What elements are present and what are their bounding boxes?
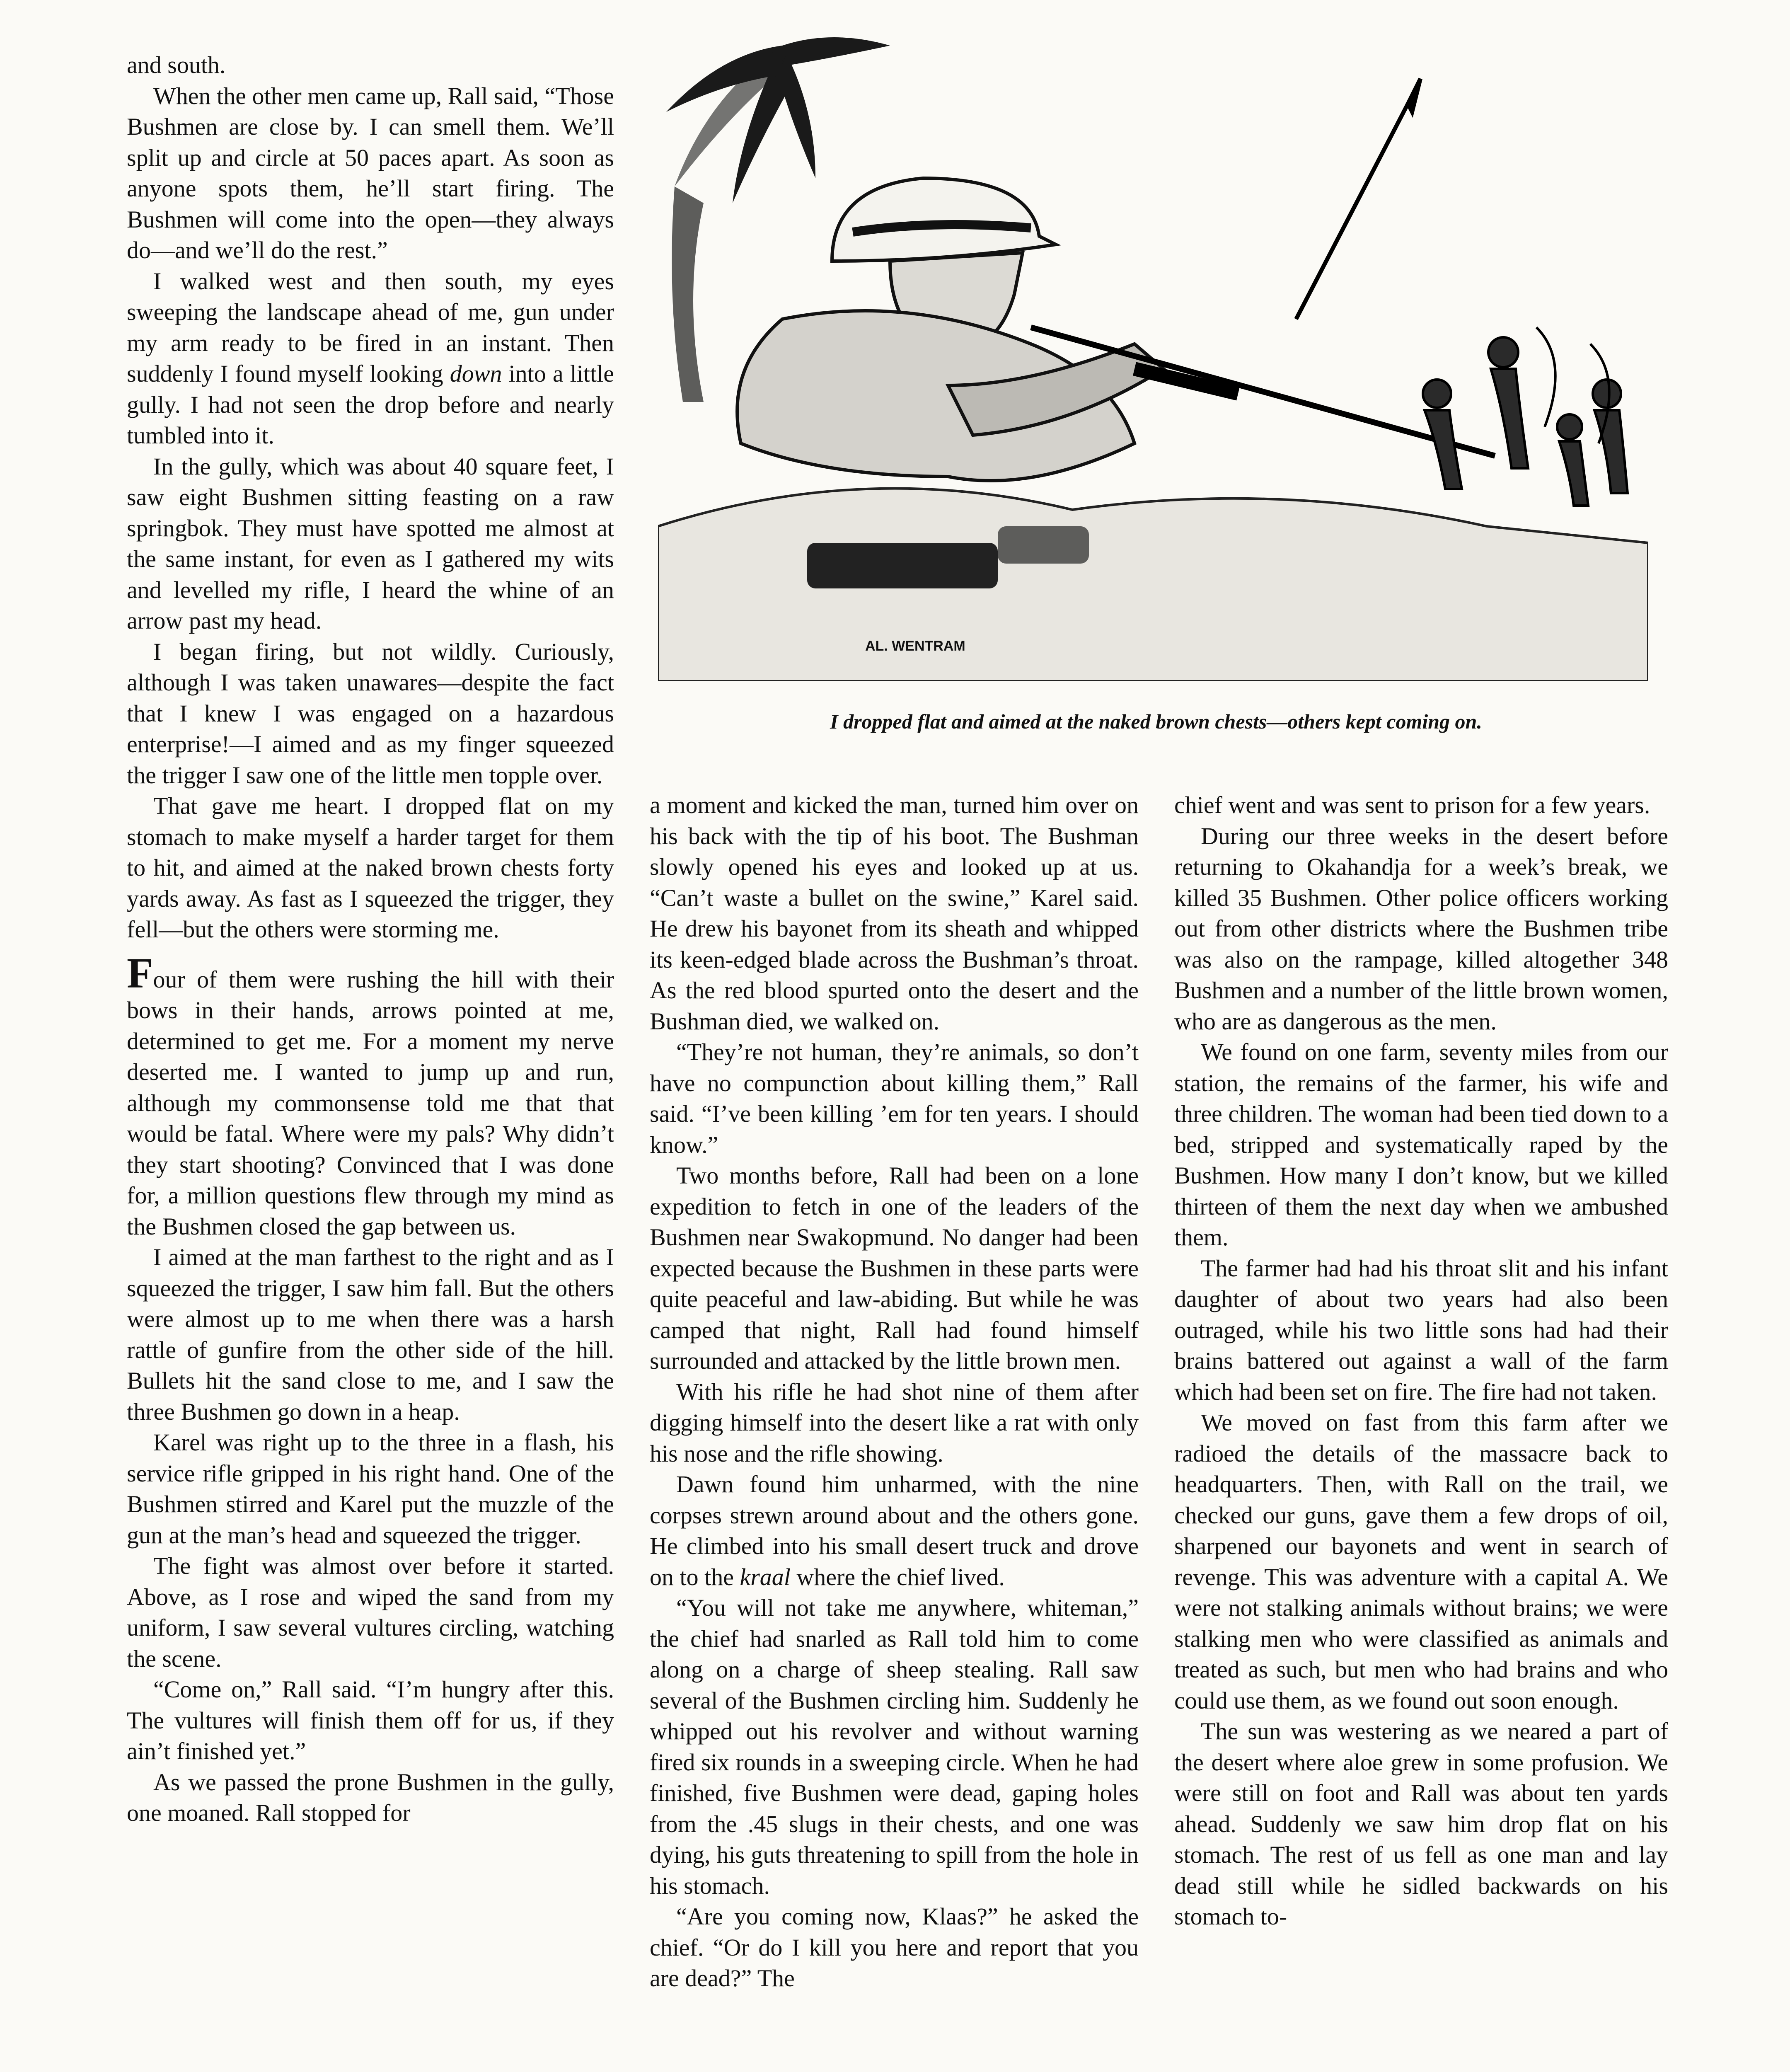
paragraph: When the other men came up, Rall said, “Those Bushmen are close by. I can smell them. We’ll split up and circle at 50 paces apart. As soon as anyone spots them, he’ll start firing. The Bushmen will come into the open—they always do—and we’ll do the rest.” bbox=[127, 82, 614, 264]
drop-cap: F bbox=[127, 949, 153, 997]
paragraph: That gave me heart. I dropped flat on my stomach to make myself a harder target for them to hit, and aimed at the naked brown chests forty yards away. As fast as I squeezed the trigger, they fell—but the others were storming me. bbox=[127, 792, 614, 943]
paragraph: “You will not take me anywhere, whiteman,” the chief had snarled as Rall told him to come along on a charge of sheep stealing. Rall saw several of the Bushmen circling him. Suddenly he whipped out his revolver and without warning fired six rounds in a sweeping circle. When he had finished, five Bushmen were dead, gaping holes from the .45 slugs in their chests, and one was dying, his guts threatening to spill from the hole in his stomach. bbox=[650, 1594, 1139, 1899]
paragraph: “They’re not human, they’re animals, so don’t have no compunction about killing them,” Rall said. “I’ve been killing ’em for ten years. I should know.” bbox=[650, 1038, 1139, 1158]
paragraph: I walked west and then south, my eyes sweeping the landscape ahead of me, gun under my arm ready to be fired in an instant. Then suddenly I found myself looking down into a little gully. I had not seen the drop before and nearly tumbled into it. bbox=[127, 267, 614, 449]
paragraph: Karel was right up to the three in a flash, his service rifle gripped in his right hand. One of the Bushmen stirred and Karel put the muzzle of the gun at the man’s head and squeezed the trigger. bbox=[127, 1429, 614, 1549]
illustration bbox=[658, 29, 1648, 681]
article-column-1 bbox=[127, 50, 614, 1829]
paragraph: Dawn found him unharmed, with the nine corpses strewn around about and the others gone. He climbed into his small desert truck and drove on to the kraal where the chief lived. bbox=[650, 1471, 1139, 1590]
paragraph: Four of them were rushing the hill with their bows in their hands, arrows pointed at me, determined to get me. For a moment my nerve deserted me. I wanted to jump up and run, although my commonsense told me that that would be fatal. Where were my pals? Why didn’t they start shooting? Convinced that I was done for, a million questions flew through my mind as the Bushmen closed the gap between us. bbox=[127, 949, 614, 1240]
paragraph: The sun was westering as we neared a part of the desert where aloe grew in some profusion. We were still on foot and Rall was about ten yards ahead. Suddenly we saw him drop flat on his stomach. The rest of us fell as one man and lay dead still while he sidled backwards on his stomach to- bbox=[1174, 1718, 1668, 1930]
paragraph: Two months before, Rall had been on a lone expedition to fetch in one of the leaders of the Bushmen near Swakopmund. No danger had been expected because the Bushmen in these parts were quite peaceful and law-abiding. But while he was camped that night, Rall had found himself surrounded and attacked by the little brown men. bbox=[650, 1162, 1139, 1374]
soldier-figure bbox=[737, 178, 1164, 481]
paragraph: and south. bbox=[127, 51, 226, 78]
paragraph: As we passed the prone Bushmen in the gully, one moaned. Rall stopped for bbox=[127, 1768, 614, 1826]
paragraph: The farmer had had his throat slit and his infant daughter of about two years had also been outraged, while his two little sons had had their brains battered out against a wall of the farm which had been set on fire. The fire had not taken. bbox=[1174, 1254, 1668, 1405]
paragraph: chief went and was sent to prison for a few years. bbox=[1174, 792, 1650, 818]
paragraph: I aimed at the man farthest to the right and as I squeezed the trigger, I saw him fall. But the others were almost up to me when there was a harsh rattle of gunfire from the other side of the hill. Bullets hit the sand close to me, and I saw the three Bushmen go down in a heap. bbox=[127, 1244, 614, 1425]
paragraph: I began firing, but not wildly. Curiously, although I was taken unawares—despite the fact that I knew I was engaged on a hazardous enterprise!—I aimed and as my finger squeezed the trigger I saw one of the little men topple over. bbox=[127, 638, 614, 789]
paragraph: The fight was almost over before it started. Above, as I rose and wiped the sand from my uniform, I saw several vultures circling, watching the scene. bbox=[127, 1552, 614, 1672]
paragraph: We found on one farm, seventy miles from our station, the remains of the farmer, his wife and three children. The woman had been tied down to a bed, stripped and systematically raped by the Bushmen. How many I don’t know, but we killed thirteen of them the next day when we ambushed them. bbox=[1174, 1038, 1668, 1251]
paragraph: “Are you coming now, Klaas?” he asked the chief. “Or do I kill you here and report that you are dead?” The bbox=[650, 1903, 1139, 1992]
paragraph: With his rifle he had shot nine of them after digging himself into the desert like a rat with only his nose and the rifle showing. bbox=[650, 1378, 1139, 1467]
article-column-2 bbox=[650, 790, 1139, 1994]
bushmen-figures bbox=[1423, 327, 1628, 506]
paragraph: a moment and kicked the man, turned him over on his back with the tip of his boot. The Bushman slowly opened his eyes and looked up at us. “Can’t waste a bullet on the swine,” Karel said. He drew his bayonet from its sheath and whipped its keen-edged blade across the Bushman’s throat. As the red blood spurted onto the desert and the Bushman died, we walked on. bbox=[650, 792, 1139, 1035]
paragraph: “Come on,” Rall said. “I’m hungry after this. The vultures will finish them off for us, if they ain’t finished yet.” bbox=[127, 1676, 614, 1765]
ground bbox=[658, 489, 1648, 681]
artist-signature: AL. WENTRAM bbox=[865, 638, 965, 654]
article-column-3 bbox=[1174, 790, 1668, 1932]
paragraph: During our three weeks in the desert before returning to Okahandja for a week’s break, we killed 35 Bushmen. Other police officers working out from other districts where the Bushmen tribe was also on the rampage, killed altogether 348 Bushmen and a number of the little brown women, who are as dangerous as the men. bbox=[1174, 822, 1668, 1035]
paragraph: We moved on fast from this farm after we radioed the details of the massacre back to headquarters. Then, with Rall on the trail, we checked our guns, gave them a few drops of oil, sharpened our bayonets and went in search of revenge. This was adventure with a capital A. We were not stalking animals without brains; we were stalking men who were classified as animals and treated as such, but men who had brains and who could use them, as we found out soon enough. bbox=[1174, 1409, 1668, 1714]
spear bbox=[1296, 79, 1420, 319]
paragraph: In the gully, which was about 40 square feet, I saw eight Bushmen sitting feasting on a raw springbok. They must have spotted me almost at the same instant, for even as I gathered my wits and levelled my rifle, I heard the whine of an arrow past my head. bbox=[127, 453, 614, 634]
illustration-caption: I dropped flat and aimed at the naked brown chests—others kept coming on. bbox=[830, 710, 1482, 733]
